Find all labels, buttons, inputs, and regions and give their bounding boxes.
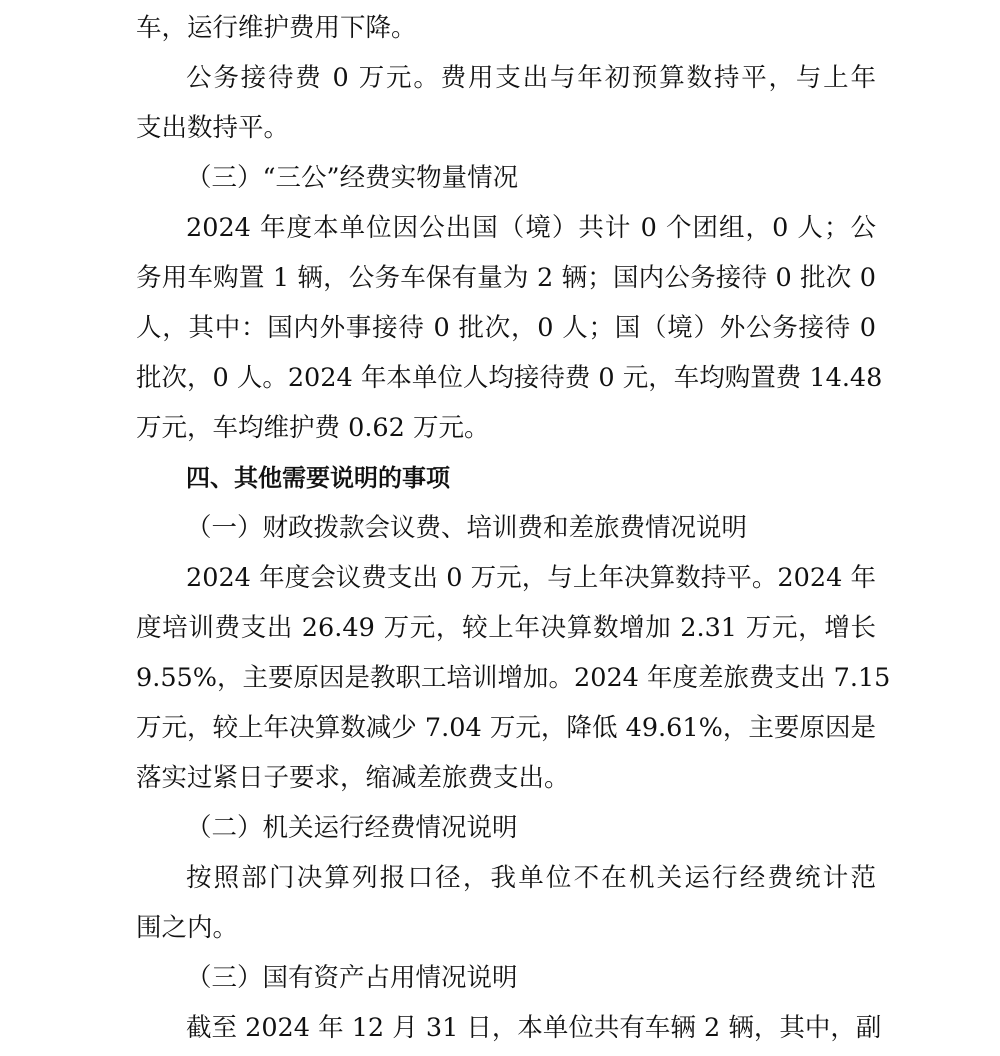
paragraph-line: 围之内。 <box>136 913 239 943</box>
paragraph-line: 支出数持平。 <box>136 113 290 143</box>
subsection-heading: （三）“三公”经费实物量情况 <box>186 163 519 193</box>
subsection-heading: （三）国有资产占用情况说明 <box>186 963 518 993</box>
subsection-heading: （一）财政拨款会议费、培训费和差旅费情况说明 <box>186 513 748 543</box>
paragraph-line: 万元，较上年决算数减少 7.04 万元，降低 49.61%，主要原因是 <box>136 713 876 743</box>
paragraph-line: 2024 年度本单位因公出国（境）共计 0 个团组，0 人；公 <box>186 213 876 243</box>
paragraph-line: 度培训费支出 26.49 万元，较上年决算数增加 2.31 万元，增长 <box>136 613 876 643</box>
paragraph-line: 截至 2024 年 12 月 31 日，本单位共有车辆 2 辆，其中，副 <box>186 1013 882 1043</box>
paragraph-line: 9.55%，主要原因是教职工培训增加。2024 年度差旅费支出 7.15 <box>136 663 891 693</box>
paragraph-line: 按照部门决算列报口径，我单位不在机关运行经费统计范 <box>186 863 876 893</box>
paragraph-line: 2024 年度会议费支出 0 万元，与上年决算数持平。2024 年 <box>186 563 876 593</box>
paragraph-line: 人，其中：国内外事接待 0 批次，0 人；国（境）外公务接待 0 <box>136 313 876 343</box>
paragraph-line: 车，运行维护费用下降。 <box>136 13 417 43</box>
paragraph-line: 万元，车均维护费 0.62 万元。 <box>136 413 490 443</box>
paragraph-line: 公务接待费 0 万元。费用支出与年初预算数持平，与上年 <box>186 63 876 93</box>
paragraph-line: 务用车购置 1 辆，公务车保有量为 2 辆；国内公务接待 0 批次 0 <box>136 263 876 293</box>
subsection-heading: （二）机关运行经费情况说明 <box>186 813 518 843</box>
section-heading: 四、其他需要说明的事项 <box>186 464 450 492</box>
paragraph-line: 落实过紧日子要求，缩减差旅费支出。 <box>136 763 570 793</box>
paragraph-line: 批次，0 人。2024 年本单位人均接待费 0 元，车均购置费 14.48 <box>136 363 883 393</box>
